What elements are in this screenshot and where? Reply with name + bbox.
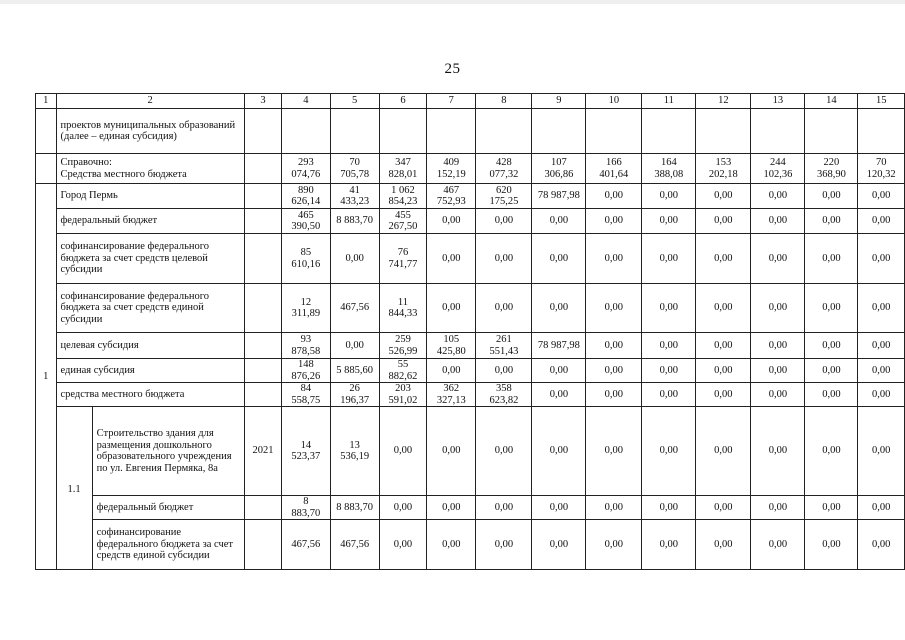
value-cell: 8 883,70 <box>282 496 330 520</box>
value-cell: 0,00 <box>586 284 642 333</box>
table-row <box>36 184 905 209</box>
table-row <box>36 496 905 520</box>
value-cell <box>805 109 858 154</box>
value-cell: 0,00 <box>642 333 696 359</box>
header-cell: 1 <box>36 94 57 109</box>
row-label: Справочно: Средства местного бюджета <box>56 154 244 184</box>
value-cell: 0,00 <box>586 209 642 234</box>
header-cell: 13 <box>751 94 805 109</box>
value-cell: 84 558,75 <box>282 383 330 407</box>
header-cell: 12 <box>696 94 751 109</box>
value-cell: 0,00 <box>751 333 805 359</box>
table-row <box>36 109 905 154</box>
value-cell: 428 077,32 <box>476 154 532 184</box>
value-cell: 78 987,98 <box>532 184 586 209</box>
table-row <box>36 333 905 359</box>
header-cell: 14 <box>805 94 858 109</box>
value-cell <box>751 109 805 154</box>
value-cell <box>642 109 696 154</box>
value-cell: 0,00 <box>586 184 642 209</box>
value-cell: 70 705,78 <box>330 154 379 184</box>
header-row <box>36 94 905 109</box>
value-cell: 0,00 <box>586 383 642 407</box>
value-cell: 0,00 <box>476 209 532 234</box>
value-cell: 0,00 <box>805 333 858 359</box>
value-cell: 0,00 <box>476 284 532 333</box>
value-cell: 0,00 <box>696 359 751 383</box>
value-cell: 465 390,50 <box>282 209 330 234</box>
value-cell: 0,00 <box>586 496 642 520</box>
value-cell: 0,00 <box>696 520 751 570</box>
value-cell: 0,00 <box>427 496 476 520</box>
value-cell <box>586 109 642 154</box>
value-cell: 0,00 <box>330 234 379 284</box>
value-cell: 0,00 <box>858 383 905 407</box>
value-cell: 0,00 <box>427 234 476 284</box>
sub-item-number: 1.1 <box>56 407 92 570</box>
value-cell: 0,00 <box>642 359 696 383</box>
row-label: федеральный бюджет <box>56 209 244 234</box>
value-cell: 0,00 <box>858 234 905 284</box>
value-cell: 0,00 <box>476 520 532 570</box>
value-cell: 0,00 <box>696 407 751 496</box>
header-cell: 6 <box>379 94 426 109</box>
table-row <box>36 154 905 184</box>
value-cell: 0,00 <box>427 407 476 496</box>
value-cell: 0,00 <box>696 234 751 284</box>
header-cell: 9 <box>532 94 586 109</box>
value-cell: 11 844,33 <box>379 284 426 333</box>
value-cell: 0,00 <box>427 209 476 234</box>
value-cell: 0,00 <box>751 284 805 333</box>
row-label: целевая субсидия <box>56 333 244 359</box>
value-cell: 0,00 <box>696 209 751 234</box>
value-cell: 70 120,32 <box>858 154 905 184</box>
row-label: единая субсидия <box>56 359 244 383</box>
value-cell: 0,00 <box>696 333 751 359</box>
row-label: софинансирование федерального бюджета за счет средств целевой субсидии <box>56 234 244 284</box>
value-cell: 0,00 <box>379 407 426 496</box>
value-cell: 0,00 <box>642 407 696 496</box>
value-cell: 0,00 <box>805 359 858 383</box>
value-cell: 148 876,26 <box>282 359 330 383</box>
value-cell: 0,00 <box>642 184 696 209</box>
value-cell: 0,00 <box>427 284 476 333</box>
value-cell <box>476 109 532 154</box>
value-cell: 0,00 <box>586 234 642 284</box>
value-cell: 261 551,43 <box>476 333 532 359</box>
value-cell: 347 828,01 <box>379 154 426 184</box>
header-cell: 3 <box>244 94 281 109</box>
table-row <box>36 234 905 284</box>
value-cell: 0,00 <box>805 184 858 209</box>
value-cell: 0,00 <box>379 520 426 570</box>
value-cell: 0,00 <box>532 407 586 496</box>
value-cell: 0,00 <box>805 496 858 520</box>
row-label: проектов муниципальных образований (далее – единая субсидия) <box>56 109 244 154</box>
value-cell: 409 152,19 <box>427 154 476 184</box>
value-cell: 0,00 <box>642 209 696 234</box>
value-cell: 0,00 <box>751 359 805 383</box>
budget-table <box>35 93 905 570</box>
value-cell: 0,00 <box>642 520 696 570</box>
value-cell: 455 267,50 <box>379 209 426 234</box>
table-row <box>36 520 905 570</box>
value-cell <box>427 109 476 154</box>
value-cell: 0,00 <box>858 496 905 520</box>
value-cell: 358 623,82 <box>476 383 532 407</box>
header-cell: 10 <box>586 94 642 109</box>
value-cell: 0,00 <box>858 359 905 383</box>
value-cell <box>379 109 426 154</box>
value-cell: 0,00 <box>696 383 751 407</box>
value-cell: 0,00 <box>427 359 476 383</box>
value-cell: 0,00 <box>532 209 586 234</box>
value-cell: 0,00 <box>642 284 696 333</box>
value-cell: 0,00 <box>751 184 805 209</box>
header-cell: 8 <box>476 94 532 109</box>
year-cell: 2021 <box>244 407 281 496</box>
value-cell: 76 741,77 <box>379 234 426 284</box>
value-cell: 0,00 <box>476 359 532 383</box>
row-label: федеральный бюджет <box>92 496 244 520</box>
page-number: 25 <box>444 61 461 77</box>
value-cell: 0,00 <box>751 407 805 496</box>
table-row <box>36 383 905 407</box>
value-cell: 12 311,89 <box>282 284 330 333</box>
value-cell: 467,56 <box>282 520 330 570</box>
value-cell <box>282 109 330 154</box>
value-cell <box>696 109 751 154</box>
value-cell: 14 523,37 <box>282 407 330 496</box>
value-cell: 0,00 <box>805 407 858 496</box>
value-cell: 0,00 <box>751 496 805 520</box>
value-cell: 8 883,70 <box>330 209 379 234</box>
value-cell: 890 626,14 <box>282 184 330 209</box>
row-label: софинансирование федерального бюджета за счет средств единой субсидии <box>56 284 244 333</box>
value-cell: 0,00 <box>379 496 426 520</box>
value-cell: 0,00 <box>805 234 858 284</box>
value-cell: 0,00 <box>751 383 805 407</box>
value-cell: 0,00 <box>751 234 805 284</box>
header-cell: 2 <box>56 94 244 109</box>
header-cell: 4 <box>282 94 330 109</box>
value-cell: 8 883,70 <box>330 496 379 520</box>
row-label: софинансирование федерального бюджета за счет средств единой субсидии <box>92 520 244 570</box>
value-cell: 0,00 <box>476 496 532 520</box>
value-cell: 55 882,62 <box>379 359 426 383</box>
value-cell: 0,00 <box>858 520 905 570</box>
value-cell: 0,00 <box>532 383 586 407</box>
value-cell: 0,00 <box>858 209 905 234</box>
value-cell: 0,00 <box>586 407 642 496</box>
value-cell: 220 368,90 <box>805 154 858 184</box>
value-cell: 78 987,98 <box>532 333 586 359</box>
value-cell: 164 388,08 <box>642 154 696 184</box>
row-label: средства местного бюджета <box>56 383 244 407</box>
value-cell <box>330 109 379 154</box>
value-cell: 0,00 <box>858 284 905 333</box>
value-cell: 362 327,13 <box>427 383 476 407</box>
value-cell: 153 202,18 <box>696 154 751 184</box>
value-cell: 0,00 <box>805 284 858 333</box>
item-number: 1 <box>36 184 57 570</box>
value-cell: 0,00 <box>696 184 751 209</box>
value-cell: 0,00 <box>586 333 642 359</box>
table-row <box>36 407 905 496</box>
value-cell: 105 425,80 <box>427 333 476 359</box>
value-cell: 467 752,93 <box>427 184 476 209</box>
value-cell: 203 591,02 <box>379 383 426 407</box>
value-cell: 0,00 <box>532 496 586 520</box>
value-cell: 0,00 <box>427 520 476 570</box>
value-cell: 0,00 <box>586 359 642 383</box>
value-cell <box>858 109 905 154</box>
value-cell: 467,56 <box>330 520 379 570</box>
value-cell: 0,00 <box>330 333 379 359</box>
value-cell: 293 074,76 <box>282 154 330 184</box>
table-row <box>36 209 905 234</box>
value-cell: 1 062 854,23 <box>379 184 426 209</box>
value-cell: 0,00 <box>858 184 905 209</box>
value-cell: 85 610,16 <box>282 234 330 284</box>
scan-top-edge <box>0 0 905 4</box>
value-cell: 244 102,36 <box>751 154 805 184</box>
value-cell: 93 878,58 <box>282 333 330 359</box>
value-cell: 620 175,25 <box>476 184 532 209</box>
value-cell: 0,00 <box>586 520 642 570</box>
value-cell: 26 196,37 <box>330 383 379 407</box>
value-cell: 0,00 <box>642 234 696 284</box>
value-cell: 0,00 <box>805 520 858 570</box>
value-cell: 41 433,23 <box>330 184 379 209</box>
table-row <box>36 284 905 333</box>
header-cell: 11 <box>642 94 696 109</box>
value-cell: 467,56 <box>330 284 379 333</box>
value-cell: 0,00 <box>858 333 905 359</box>
value-cell: 0,00 <box>696 496 751 520</box>
value-cell: 0,00 <box>805 383 858 407</box>
table-row <box>36 359 905 383</box>
value-cell: 259 526,99 <box>379 333 426 359</box>
value-cell: 0,00 <box>476 407 532 496</box>
value-cell: 0,00 <box>696 284 751 333</box>
value-cell <box>532 109 586 154</box>
value-cell: 13 536,19 <box>330 407 379 496</box>
value-cell: 0,00 <box>532 520 586 570</box>
header-cell: 5 <box>330 94 379 109</box>
value-cell: 0,00 <box>751 520 805 570</box>
value-cell: 0,00 <box>858 407 905 496</box>
value-cell: 0,00 <box>532 284 586 333</box>
header-cell: 7 <box>427 94 476 109</box>
value-cell: 0,00 <box>642 383 696 407</box>
value-cell: 166 401,64 <box>586 154 642 184</box>
value-cell: 5 885,60 <box>330 359 379 383</box>
value-cell: 0,00 <box>642 496 696 520</box>
value-cell: 107 306,86 <box>532 154 586 184</box>
row-label: Город Пермь <box>56 184 244 209</box>
row-label: Строительство здания для размещения дошкольного образовательного учреждения по ул. Евгения Пермяка, 8а <box>92 407 244 496</box>
header-cell: 15 <box>858 94 905 109</box>
value-cell: 0,00 <box>476 234 532 284</box>
value-cell: 0,00 <box>532 359 586 383</box>
value-cell: 0,00 <box>805 209 858 234</box>
value-cell: 0,00 <box>751 209 805 234</box>
value-cell: 0,00 <box>532 234 586 284</box>
